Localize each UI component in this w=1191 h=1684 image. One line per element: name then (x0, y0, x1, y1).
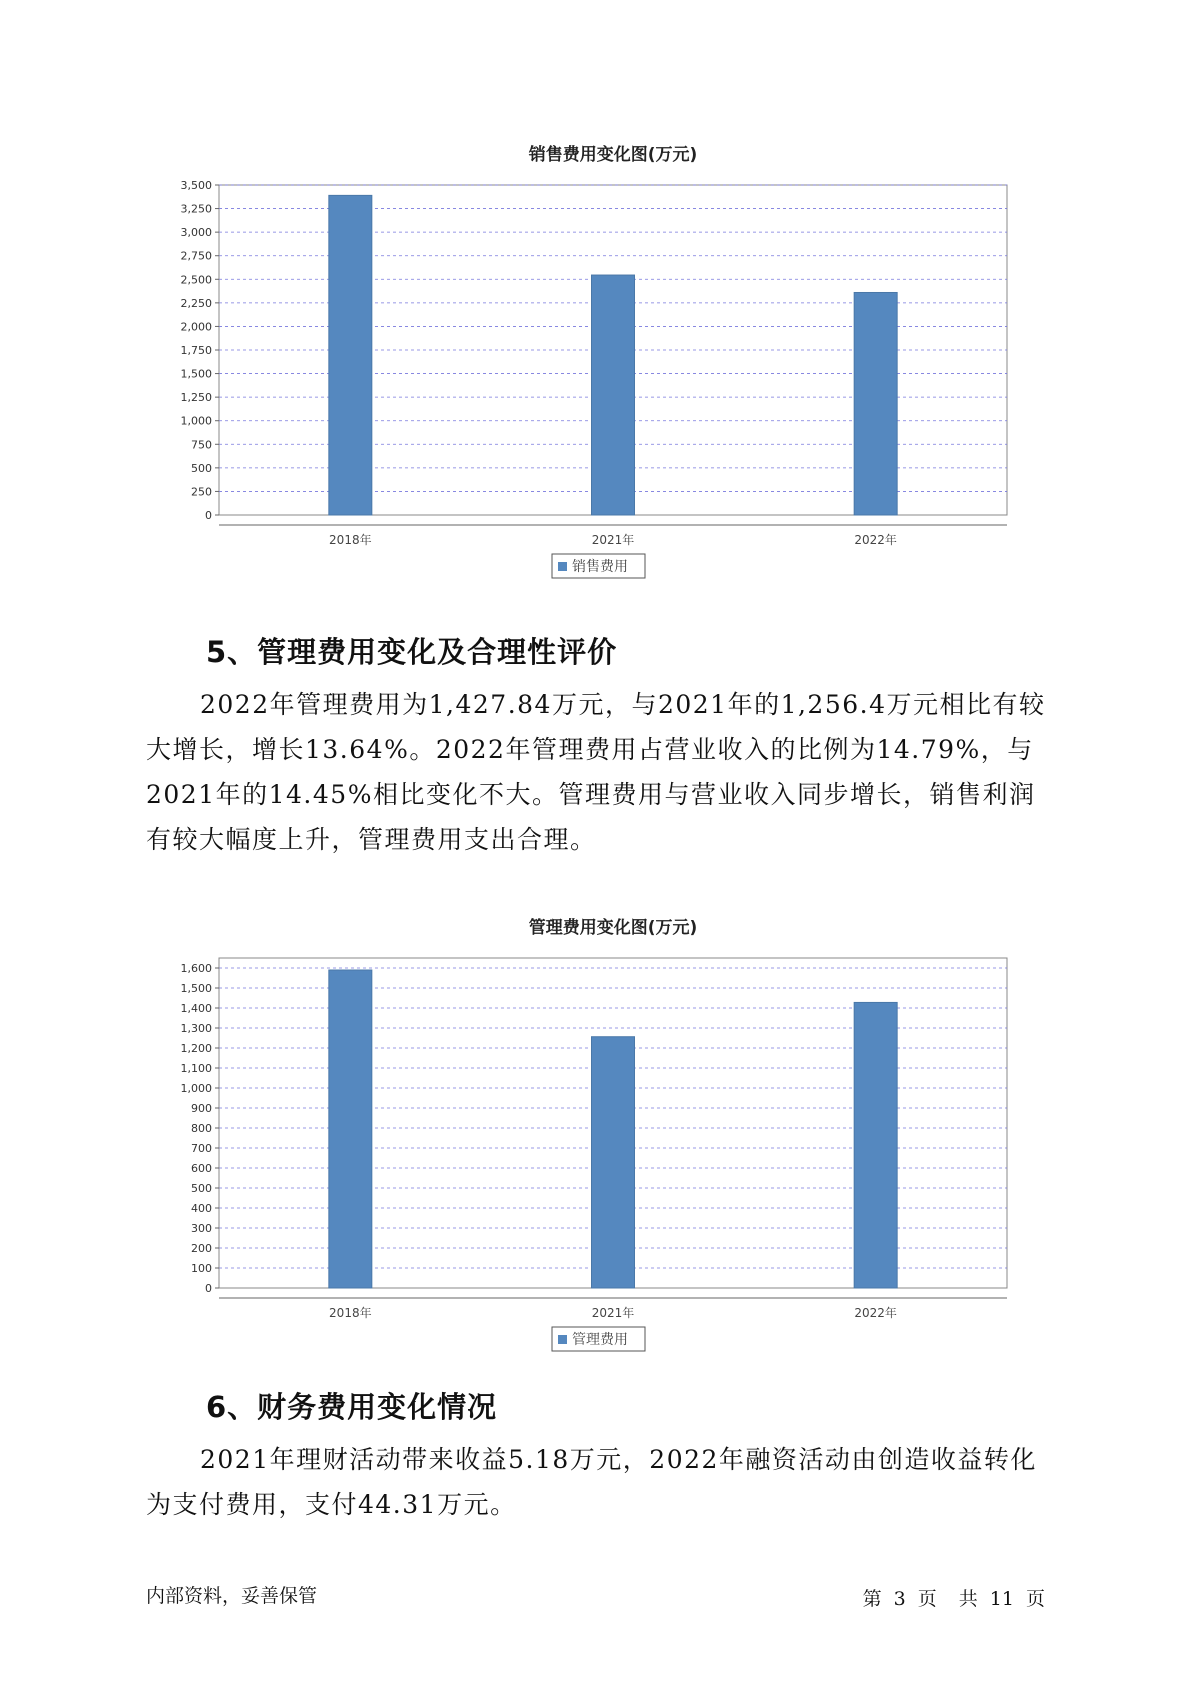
y-tick-label: 1,200 (180, 1042, 212, 1055)
x-tick-label: 2018年 (329, 533, 372, 547)
management-expense-chart-svg (0, 893, 1191, 1373)
y-tick-label: 500 (191, 1182, 212, 1195)
y-tick-label: 3,250 (180, 202, 212, 216)
y-tick-label: 1,000 (180, 1082, 212, 1095)
y-tick-label: 1,400 (180, 1002, 212, 1015)
total-prefix: 共 (958, 1588, 978, 1610)
total-pages: 11 (989, 1588, 1014, 1610)
sales-expense-chart (0, 120, 1191, 600)
y-tick-label: 1,250 (180, 391, 212, 405)
footer-note: 内部资料，妥善保管 (146, 1585, 318, 1607)
page-unit: 页 (917, 1588, 937, 1610)
x-tick-label: 2022年 (854, 1306, 897, 1320)
paragraph-management-expense: 2022年管理费用为1,427.84万元，与2021年的1,256.4万元相比有较大增长，增长13.64%。2022年管理费用占营业收入的比例为14.79%，与2021年的14.45%相比变化不大。管理费用与营业收入同步增长，销售利润有较大幅度上升，管理费用支出合理。 (146, 690, 1046, 854)
y-tick-label: 2,000 (180, 320, 212, 334)
legend-label: 销售费用 (572, 559, 628, 575)
section-title-finance-expense: 6、财务费用变化情况 (206, 1390, 498, 1424)
y-tick-label: 300 (191, 1222, 212, 1235)
y-tick-label: 600 (191, 1162, 212, 1175)
section-title-management-expense: 5、管理费用变化及合理性评价 (206, 635, 618, 669)
y-tick-label: 1,500 (180, 982, 212, 995)
y-tick-label: 400 (191, 1202, 212, 1215)
bar (854, 292, 897, 515)
paragraph-finance-expense: 2021年理财活动带来收益5.18万元，2022年融资活动由创造收益转化为支付费用，支付44.31万元。 (146, 1445, 1037, 1519)
y-tick-label: 100 (191, 1262, 212, 1275)
y-tick-label: 2,750 (180, 249, 212, 263)
y-tick-label: 2,250 (180, 296, 212, 310)
x-tick-label: 2021年 (591, 533, 635, 547)
chart-title: 管理费用变化图(万元) (528, 918, 698, 938)
page-number: 3 (893, 1588, 906, 1610)
y-tick-label: 2,500 (180, 273, 212, 287)
y-tick-label: 3,000 (180, 226, 212, 240)
bar (854, 1002, 897, 1288)
sales-expense-chart-svg (0, 120, 1191, 600)
legend-swatch (558, 562, 567, 571)
footer-page-number (857, 1584, 1051, 1611)
y-tick-label: 1,000 (180, 414, 212, 428)
y-tick-label: 3,500 (180, 179, 212, 192)
y-tick-label: 1,300 (180, 1022, 212, 1035)
bar (592, 1037, 635, 1288)
y-tick-label: 1,500 (180, 367, 212, 381)
legend-label: 管理费用 (572, 1332, 628, 1348)
x-tick-label: 2022年 (854, 533, 897, 547)
legend-swatch (558, 1335, 567, 1344)
chart-title: 销售费用变化图(万元) (528, 145, 698, 165)
total-unit: 页 (1025, 1588, 1045, 1610)
y-tick-label: 1,100 (180, 1062, 212, 1075)
y-tick-label: 700 (191, 1142, 212, 1155)
y-tick-label: 800 (191, 1122, 212, 1135)
y-tick-label: 750 (191, 438, 212, 452)
y-tick-label: 200 (191, 1242, 212, 1255)
y-tick-label: 250 (191, 485, 212, 499)
y-tick-label: 0 (205, 509, 212, 522)
y-tick-label: 1,750 (180, 344, 212, 357)
bar (592, 275, 635, 515)
y-tick-label: 500 (191, 461, 212, 475)
bar (329, 970, 372, 1288)
bar (329, 195, 372, 515)
y-tick-label: 0 (205, 1282, 212, 1295)
page-prefix: 第 (862, 1588, 882, 1610)
y-tick-label: 1,600 (180, 962, 212, 975)
x-tick-label: 2018年 (329, 1306, 372, 1320)
x-tick-label: 2021年 (591, 1306, 635, 1320)
y-tick-label: 900 (191, 1102, 212, 1115)
management-expense-chart (0, 893, 1191, 1373)
